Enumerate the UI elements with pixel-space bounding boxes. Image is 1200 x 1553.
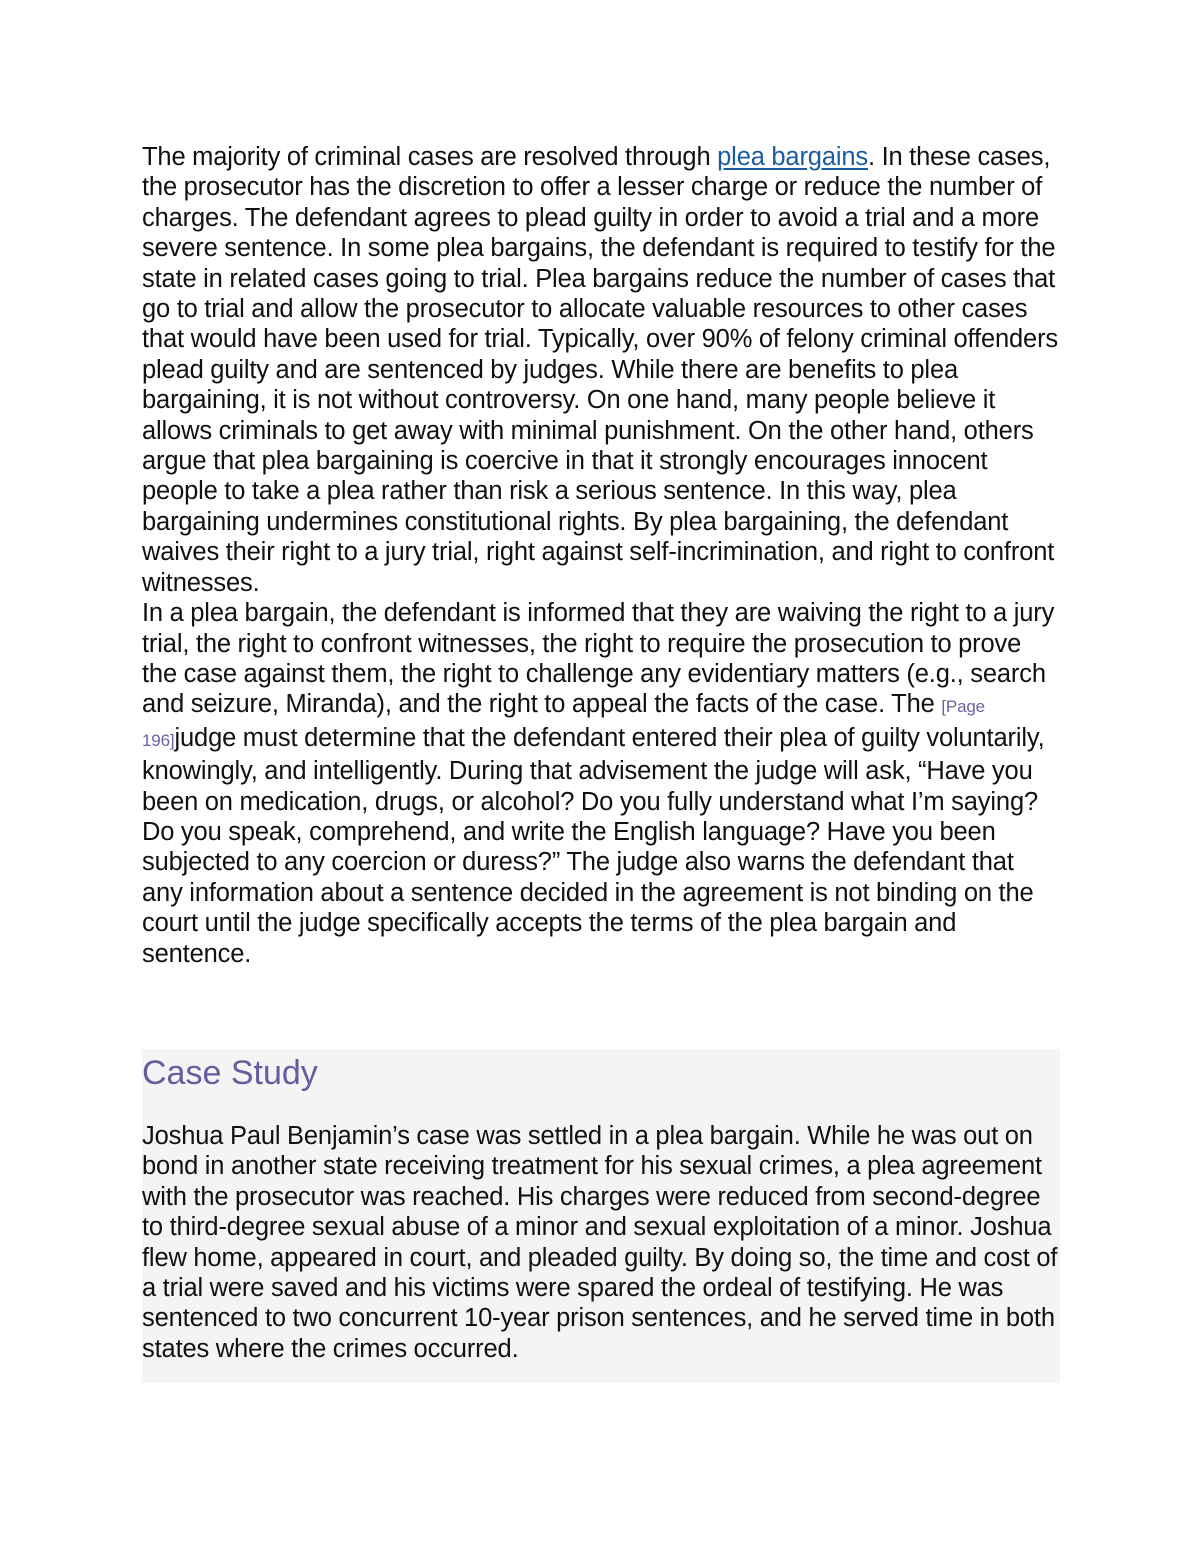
case-study-text: Joshua Paul Benjamin’s case was settled in a plea bargain. While he was out on bond in another state receiving treatment for his sexual crimes, a plea agreement with the prosecutor was reached. His charges were reduced from second-degree to third-degree sexual abuse of a minor and sexual exploitation of a minor. Joshua flew home, appeared in court, and pleaded guilty. By doing so, the time and cost of a trial were saved and his victims were spared the ordeal of testifying. He was sentenced to two concurrent 10-year prison sentences, and he served time in both states where the crimes occurred.	[142, 1122, 1058, 1363]
case-study-box	[142, 1049, 1060, 1383]
plea-bargains-link[interactable]: plea bargains	[717, 143, 869, 171]
document-body	[142, 142, 1060, 969]
paragraph-1-text-rest: . In these cases, the prosecutor has the discretion to offer a lesser charge or reduce the number of charges. The defendant agrees to plead guilty in order to avoid a trial and a more severe sentence. In some plea bargains, the defendant is required to testify for the state in related cases going to trial. Plea bargains reduce the number of cases that go to trial and allow the prosecutor to allocate valuable resources to other cases that would have been used for trial. Typically, over 90% of felony criminal offenders plead guilty and are sentenced by judges. While there are benefits to plea bargaining, it is not without controversy. On one hand, many people believe it allows criminals to get away with minimal punishment. On the other hand, others argue that plea bargaining is coercive in that it strongly encourages innocent people to take a plea rather than risk a serious sentence. In this way, plea bargaining undermines constitutional rights. By plea bargaining, the defendant waives their right to a jury trial, right against self-incrimination, and right to confront witnesses.	[142, 143, 1059, 597]
paragraph-plea-advisement	[142, 598, 1060, 969]
paragraph-1-text-start: The majority of criminal cases are resolved through	[142, 143, 718, 171]
paragraph-2-text-rest: judge must determine that the defendant entered their plea of guilty voluntarily, knowingly, and intelligently. During that advisement the judge will ask, “Have you been on medication, drugs, or alcohol? Do you fully understand what I’m saying? Do you speak, comprehend, and write the English language? Have you been subjected to any coercion or duress?” The judge also warns the defendant that any information about a sentence decided in the agreement is not binding on the court until the judge specifically accepts the terms of the plea bargain and sentence.	[142, 723, 1045, 968]
paragraph-2-text-start: In a plea bargain, the defendant is informed that they are waiving the right to a jury trial, the right to confront witnesses, the right to require the prosecution to prove the case against them, the right to challenge any evidentiary matters (e.g., search and seizure, Miranda), and the right to appeal the facts of the case. The	[142, 599, 1055, 719]
case-study-heading: Case Study	[142, 1054, 318, 1092]
page-number-marker: [Page 196]	[142, 697, 985, 750]
paragraph-plea-bargains-overview	[142, 142, 1060, 598]
